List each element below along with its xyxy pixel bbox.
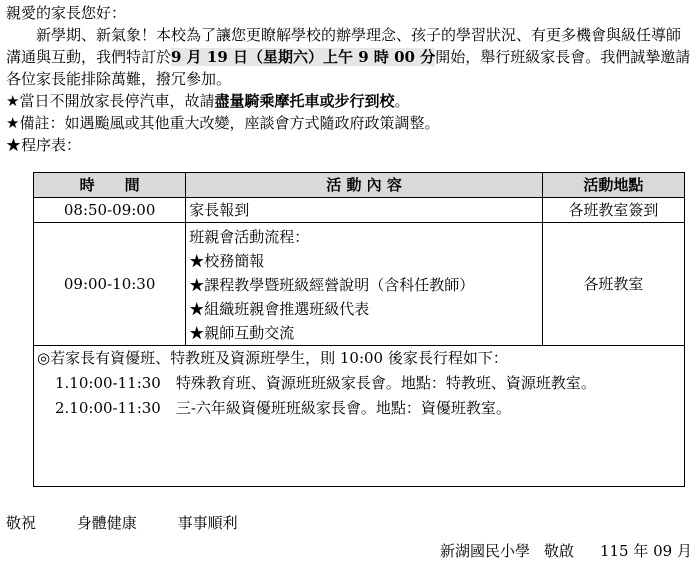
table-note-row (34, 346, 685, 487)
row-place: 各班教室簽到 (542, 198, 684, 223)
row-time: 09:00-10:30 (34, 223, 186, 346)
note-intro: ◎若家長有資優班、特教班及資源班學生，則 10:00 後家長行程如下： (37, 349, 508, 367)
signature (426, 540, 692, 562)
schedule-table (33, 172, 685, 487)
list-item: 1.10:00-11:30 特殊教育班、資源班班級家長會。地點：特教班、資源班教室。 (55, 374, 596, 392)
closing-wish-2: 事事順利 (177, 514, 238, 532)
row-time: 08:50-09:00 (34, 198, 186, 223)
schedule-title: ★程序表： (6, 136, 82, 154)
list-item: ★親師互動交流 (189, 324, 295, 342)
star-icon: ★ (6, 92, 20, 110)
closing-wish-1: 身體健康 (76, 514, 137, 532)
intro-post: 開始，舉行班級家長會。我們誠摯邀請各位家長能排除萬難，撥冗參加。 (6, 48, 691, 88)
table-header-row (34, 173, 685, 198)
list-item: 2.10:00-11:30 三-六年級資優班班級家長會。地點：資優班教室。 (55, 399, 511, 417)
note-parking: ★當日不開放家長停汽車，故請盡量騎乘摩托車或步行到校。 (6, 92, 410, 110)
table-row (34, 223, 685, 346)
closing-salutation: 敬祝 (6, 514, 37, 532)
table-row (34, 198, 685, 223)
header-content: 活 動 內 容 (186, 173, 543, 198)
list-item: ★組織班親會推選班級代表 (189, 300, 370, 318)
row-content (186, 223, 543, 346)
school-name: 新湖國民小學 (439, 542, 530, 560)
meeting-date: 9 月 19 日（星期六）上午 9 時 00 分 (171, 48, 436, 66)
parking-emphasis: 盡量騎乘摩托車或步行到校 (214, 92, 395, 110)
note-remark: ★備註：如遇颱風或其他重大改變，座談會方式隨政府政策調整。 (6, 114, 440, 132)
header-place: 活動地點 (542, 173, 684, 198)
star-icon: ★ (6, 114, 20, 132)
greeting: 親愛的家長您好： (6, 4, 127, 22)
header-time: 時 間 (34, 173, 186, 198)
sign-date: 115 年 09 月 (599, 542, 692, 560)
list-item: ★課程教學暨班級經營說明（含科任教師） (189, 276, 475, 294)
letter-body (6, 2, 696, 156)
row-content: 家長報到 (186, 198, 543, 223)
intro-pre: 新學期、新氣象！本校為了讓您更瞭解學校的辦學理念、孩子的學習狀況、有更多機會與級任導師溝通與互動，我們特訂於 (6, 26, 682, 66)
row-place: 各班教室 (542, 223, 684, 346)
intro-paragraph (6, 24, 694, 90)
closing-wishes (6, 512, 274, 534)
list-item: ★校務簡報 (189, 252, 265, 270)
special-class-note (34, 346, 685, 487)
sign-action: 敬啟 (543, 542, 574, 560)
flow-title: 班親會活動流程： (189, 228, 310, 246)
